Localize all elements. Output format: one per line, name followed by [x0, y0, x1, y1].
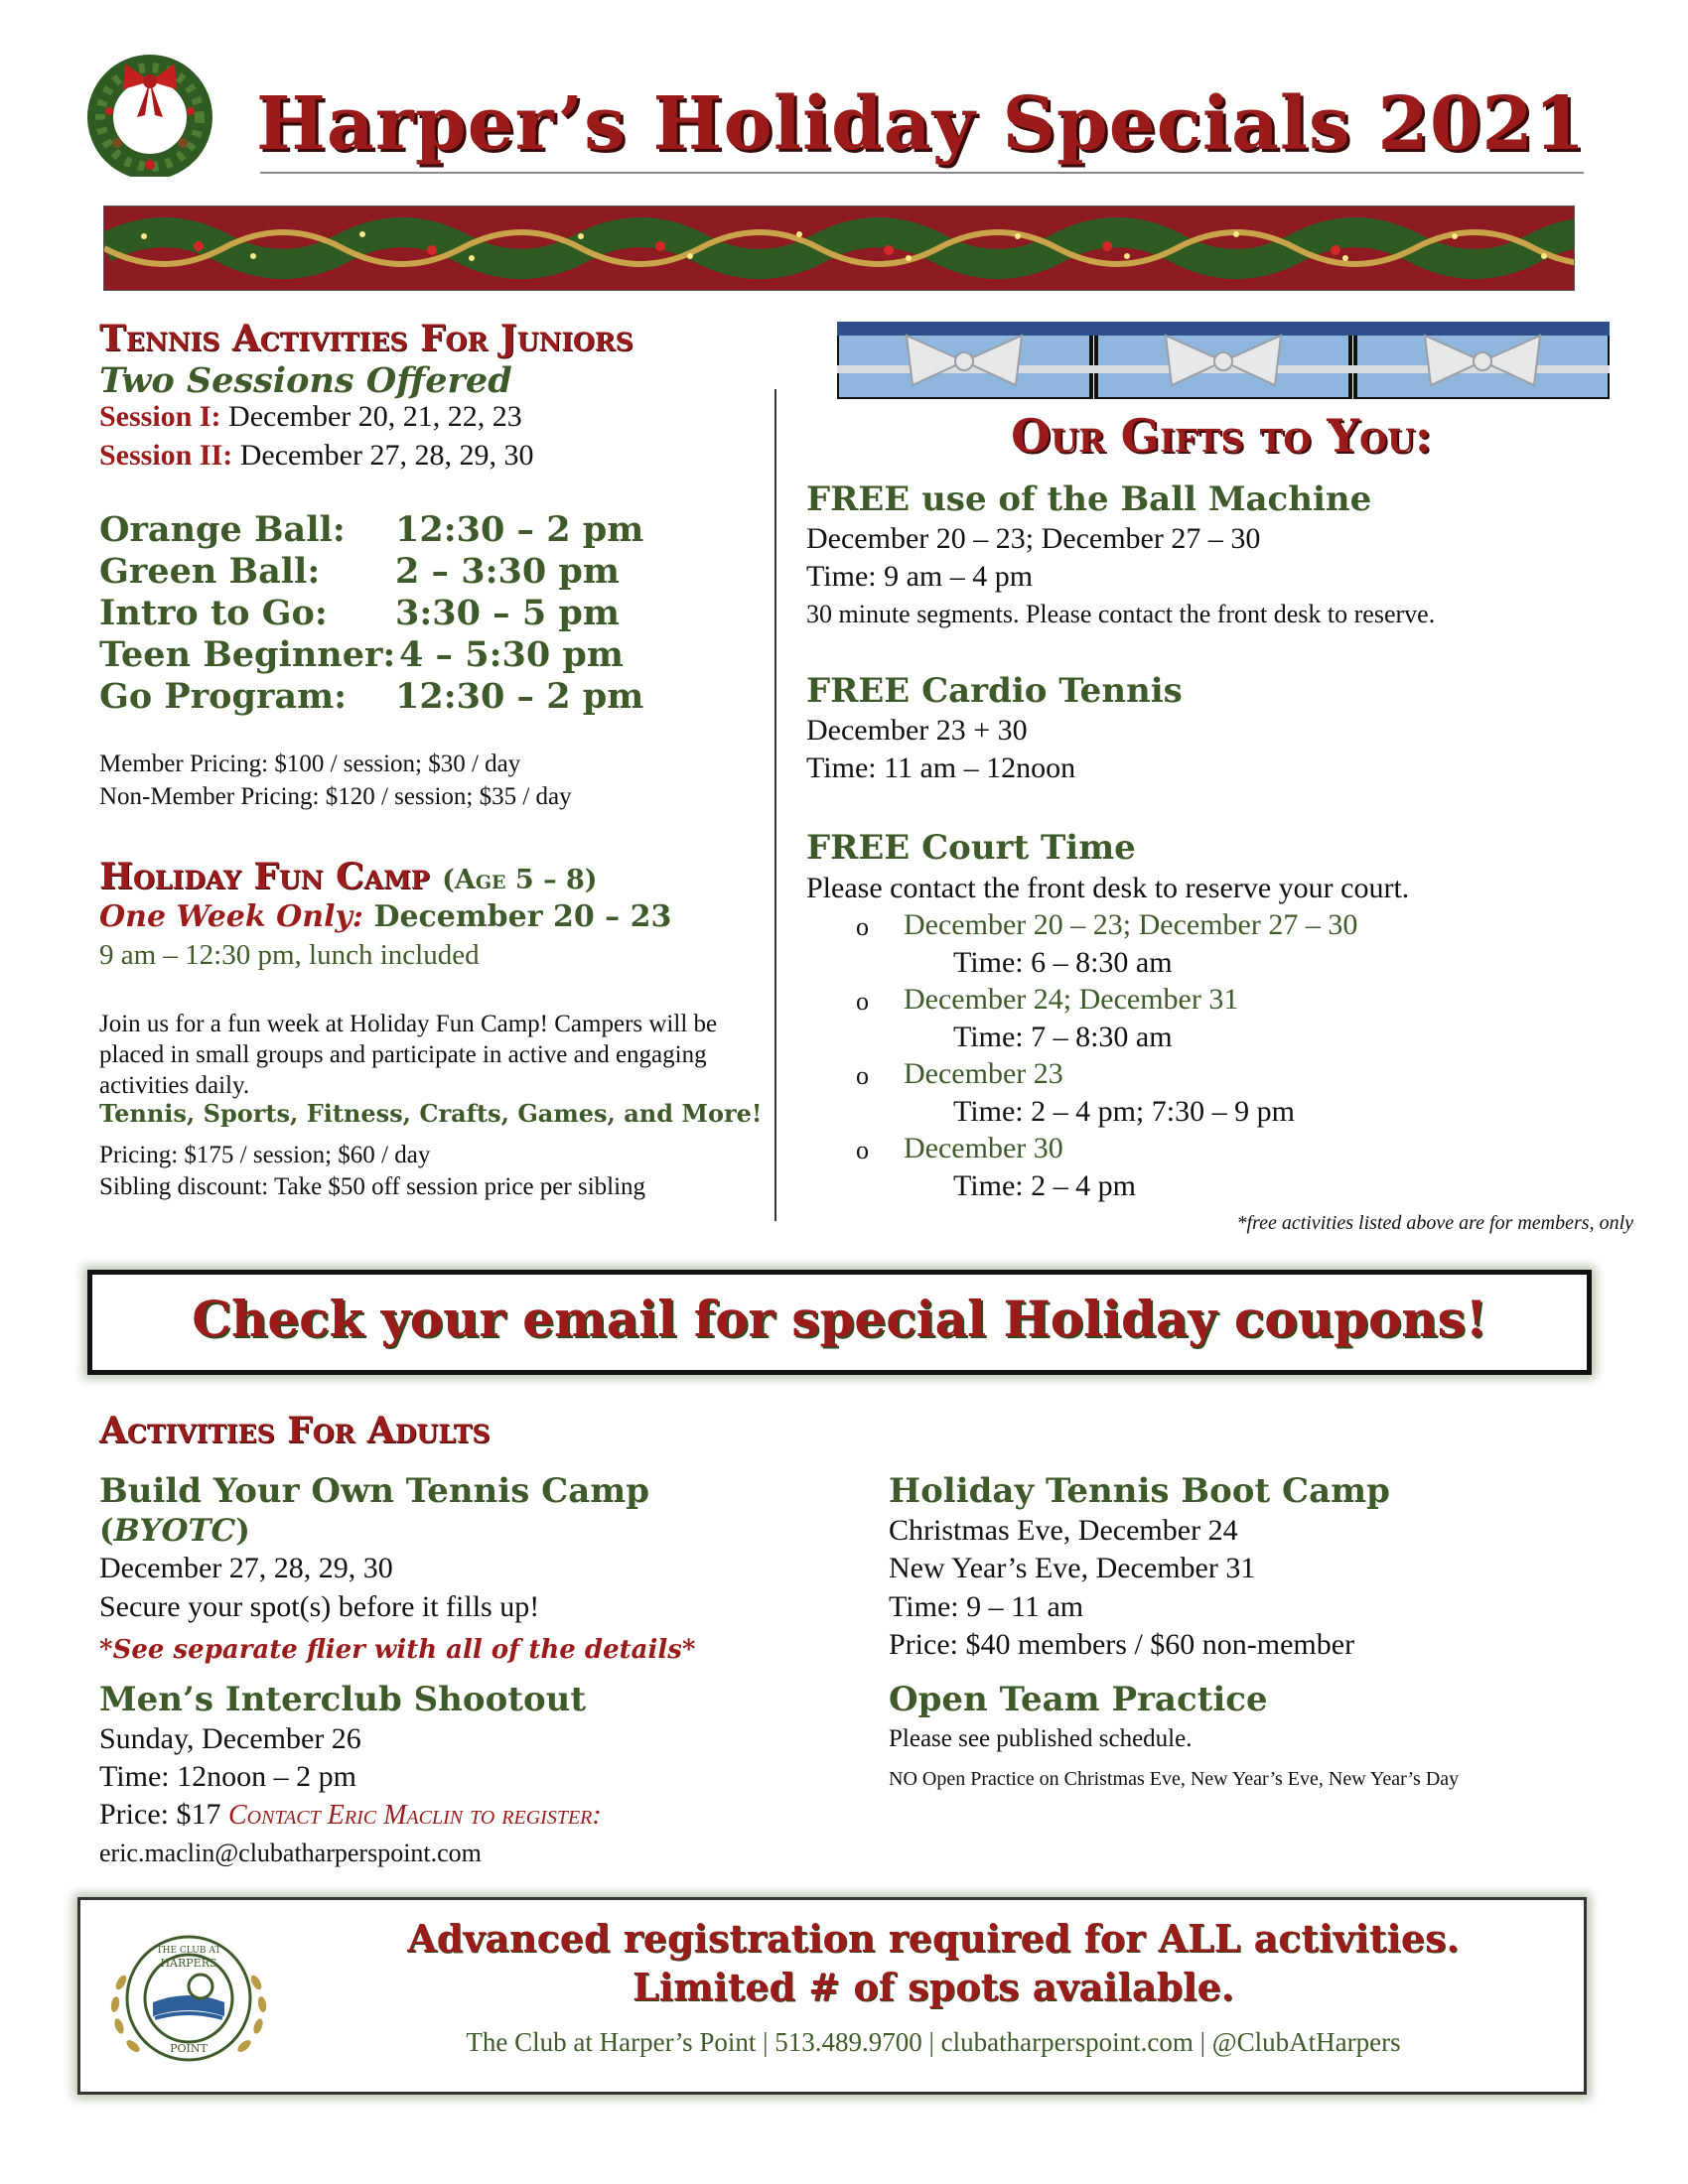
title-divider [260, 172, 1584, 174]
column-divider [774, 389, 776, 1221]
juniors-subheading: Two Sessions Offered [99, 360, 512, 401]
schedule-row [99, 634, 624, 675]
court-time: Time: 2 – 4 pm [953, 1169, 1136, 1202]
camp-week [99, 899, 671, 934]
court-time-title [806, 828, 1136, 868]
byotc-title: Build Your Own Tennis Camp [99, 1471, 650, 1511]
ball-machine-title [806, 479, 1371, 519]
juniors-heading: Tennis Activities For Juniors [99, 318, 633, 359]
interclub-title: Men’s Interclub Shootout [99, 1680, 587, 1719]
session-one [99, 400, 522, 434]
schedule-time: 3:30 – 5 pm [395, 593, 620, 633]
schedule-name: Intro to Go: [99, 593, 328, 633]
interclub-price: Price: $17 [99, 1798, 221, 1831]
club-logo-icon [101, 1923, 276, 2072]
cardio-dates: December 23 + 30 [806, 714, 1028, 747]
camp-pricing: Pricing: $175 / session; $60 / day [99, 1142, 431, 1168]
camp-only-label: One Week Only: [99, 899, 363, 934]
court-time: Time: 2 – 4 pm; 7:30 – 9 pm [953, 1095, 1295, 1128]
camp-dates: December 20 – 23 [373, 899, 672, 934]
garland-banner [103, 205, 1575, 291]
court-time-note: Please contact the front desk to reserve your court. [806, 872, 1410, 904]
adults-heading: Activities For Adults [99, 1410, 491, 1451]
logo-text-top: THE CLUB AT [156, 1946, 221, 1956]
cardio-name: Cardio Tennis [921, 671, 1183, 711]
schedule-time: 12:30 – 2 pm [395, 676, 644, 717]
schedule-name: Go Program: [99, 676, 348, 717]
bootcamp-title: Holiday Tennis Boot Camp [889, 1471, 1390, 1511]
interclub-date: Sunday, December 26 [99, 1722, 361, 1755]
schedule-row [99, 509, 644, 550]
camp-heading [99, 856, 598, 897]
free-label: FREE [806, 479, 911, 519]
camp-title: Holiday Fun Camp [99, 856, 430, 897]
ball-machine-dates: December 20 – 23; December 27 – 30 [806, 522, 1261, 555]
schedule-row [99, 593, 620, 633]
byotc-abbr: BYOTC [113, 1513, 236, 1549]
registration-notice: Advanced registration required for ALL activities. [407, 1916, 1460, 1961]
schedule-row [99, 676, 644, 717]
byotc-paren-close: ) [235, 1513, 250, 1549]
logo-text-bottom: POINT [170, 2042, 208, 2055]
free-label: FREE [806, 828, 911, 868]
schedule-time: 2 – 3:30 pm [395, 551, 620, 592]
bootcamp-price: Price: $40 members / $60 non-member [889, 1628, 1355, 1661]
member-pricing: Member Pricing: $100 / session; $30 / day [99, 751, 521, 777]
footer-contact: The Club at Harper’s Point | 513.489.9700 | clubatharperspoint.com | @ClubAtHarpers [466, 2027, 1401, 2057]
court-date: December 23 [904, 1057, 1063, 1090]
camp-age: (Age 5 – 8) [442, 865, 598, 895]
byotc-abbreviation [99, 1513, 250, 1549]
interclub-time: Time: 12noon – 2 pm [99, 1760, 356, 1793]
byotc-dates: December 27, 28, 29, 30 [99, 1552, 393, 1584]
schedule-time: 4 – 5:30 pm [399, 634, 624, 675]
nonmember-pricing: Non-Member Pricing: $120 / session; $35 / day [99, 783, 572, 810]
schedule-time: 12:30 – 2 pm [395, 509, 644, 550]
schedule-name: Green Ball: [99, 551, 321, 592]
ball-machine-name: use of the Ball Machine [921, 479, 1372, 519]
interclub-email: eric.maclin@clubatharperspoint.com [99, 1839, 482, 1867]
bullet-icon: o [856, 987, 869, 1016]
bootcamp-line2: New Year’s Eve, December 31 [889, 1552, 1256, 1584]
wreath-icon [87, 52, 212, 177]
byotc-secure: Secure your spot(s) before it fills up! [99, 1590, 540, 1623]
gifts-heading: Our Gifts to You: [1011, 409, 1432, 463]
interclub-price-line [99, 1798, 602, 1832]
team-practice-title: Open Team Practice [889, 1680, 1268, 1719]
bullet-icon: o [856, 1061, 869, 1090]
court-time: Time: 6 – 8:30 am [953, 946, 1173, 979]
bullet-icon: o [856, 912, 869, 941]
court-date: December 30 [904, 1132, 1063, 1164]
cardio-title [806, 671, 1183, 711]
session-one-dates: December 20, 21, 22, 23 [228, 400, 522, 433]
bullet-icon: o [856, 1136, 869, 1164]
session-two [99, 439, 533, 473]
schedule-name: Teen Beginner: [99, 634, 396, 675]
camp-activities: Tennis, Sports, Fitness, Crafts, Games, and More! [99, 1099, 763, 1128]
session-two-dates: December 27, 28, 29, 30 [239, 439, 534, 472]
camp-time: 9 am – 12:30 pm, lunch included [99, 939, 480, 971]
byotc-note: *See separate flier with all of the details* [99, 1635, 696, 1665]
court-date: December 24; December 31 [904, 983, 1239, 1016]
coupon-text: Check your email for special Holiday coupons! [192, 1290, 1487, 1348]
byotc-paren-open: ( [99, 1513, 114, 1549]
interclub-contact: Contact Eric Maclin to register: [227, 1800, 602, 1831]
bow-ribbon-icon [837, 322, 1610, 399]
team-practice-line2: NO Open Practice on Christmas Eve, New Year’s Eve, New Year’s Day [889, 1768, 1460, 1790]
team-practice-line1: Please see published schedule. [889, 1725, 1193, 1752]
free-label: FREE [806, 671, 911, 711]
bootcamp-time: Time: 9 – 11 am [889, 1590, 1084, 1623]
court-date: December 20 – 23; December 27 – 30 [904, 908, 1358, 941]
session-two-label: Session II: [99, 439, 233, 472]
ball-machine-time: Time: 9 am – 4 pm [806, 560, 1034, 593]
camp-description: Join us for a fun week at Holiday Fun Camp! Campers will be placed in small groups and participate in active and engaging activities daily. [99, 1011, 718, 1099]
cardio-time: Time: 11 am – 12noon [806, 751, 1076, 784]
members-only-note: *free activities listed above are for members, only [1236, 1212, 1633, 1234]
court-time: Time: 7 – 8:30 am [953, 1021, 1173, 1053]
page-title: Harper’s Holiday Specials 2021 [256, 81, 1587, 167]
bootcamp-line1: Christmas Eve, December 24 [889, 1514, 1238, 1547]
limited-spots-notice: Limited # of spots available. [632, 1965, 1235, 2009]
camp-sibling-discount: Sibling discount: Take $50 off session price per sibling [99, 1173, 646, 1200]
court-time-name: Court Time [921, 828, 1136, 868]
logo-text-mid: HARPERS [160, 1957, 217, 1970]
schedule-name: Orange Ball: [99, 509, 346, 550]
session-one-label: Session I: [99, 400, 221, 433]
ball-machine-note: 30 minute segments. Please contact the front desk to reserve. [806, 600, 1436, 628]
schedule-row [99, 551, 620, 592]
